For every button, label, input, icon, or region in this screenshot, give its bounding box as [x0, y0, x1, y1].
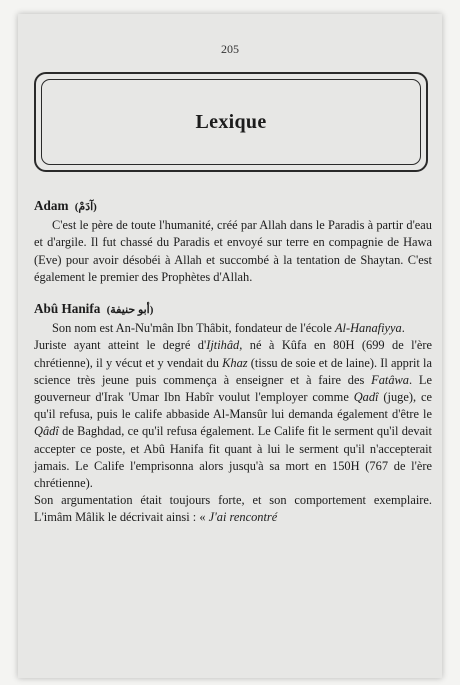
- italic-term: Ijtihâd: [206, 338, 240, 353]
- lexicon-content: [34, 197, 432, 541]
- term-arabic: (آدَمْ): [74, 201, 97, 213]
- entry-paragraph-2: [34, 337, 432, 492]
- entry-adam: [34, 197, 432, 286]
- term-arabic: (أبو حنيفة): [106, 304, 154, 317]
- entry-paragraph-3: [34, 492, 432, 526]
- italic-term: Qadî: [353, 390, 379, 405]
- entry-definition: C'est le père de toute l'humanité, créé par Allah dans le Paradis à partir d'eau et d'argile. Il fut chassé du Paradis et envoyé sur terre en compagnie de Hawa (Eve) pour avoir désobéi à Allah et succombé à la tentation de Shaytan. C'est également le premier des Prophètes d'Allah.: [34, 218, 432, 284]
- entry-paragraph-1: [34, 320, 432, 337]
- text-run: .: [401, 321, 405, 336]
- entry-term: [34, 197, 432, 216]
- italic-quote: J'ai rencontré: [208, 510, 278, 525]
- entry-abu-hanifa: [34, 300, 432, 527]
- italic-term: Al-Hanafiyya: [334, 321, 402, 336]
- italic-term: Qâdî: [34, 424, 59, 439]
- book-page: [18, 14, 442, 678]
- text-run: de Baghdad, ce qu'il refusa également. Le Calife fit le serment qu'il devait accepter ce poste, et Abû Hanifa fit quant à lui le serment qu'il n'accepterait jamais. Le Calife l'emprisonna alors jusqu'à sa mort en 150H (767 de l'ère chrétienne).: [34, 424, 432, 491]
- page-title: Lexique: [195, 110, 267, 133]
- page-number: 205: [221, 42, 239, 56]
- italic-term: Khaz: [222, 355, 248, 370]
- italic-term: Fatâwa: [371, 372, 410, 387]
- title-frame: [34, 72, 428, 172]
- text-run: Son argumentation était toujours forte, et son comportement exemplaire. L'imâm Mâlik le décrivait ainsi : «: [34, 493, 432, 525]
- text-run: . Le gouverneur d'Irak 'Umar Ibn Habîr voulut l'employer comme: [34, 372, 433, 405]
- text-run: , né à Kûfa en 80H (699 de l'ère chrétienne), il y vécut et y vendait du: [34, 338, 432, 370]
- term-name: Adam: [34, 198, 69, 213]
- text-run: Son nom est An-Nu'mân Ibn Thâbit, fondateur de l'école: [52, 321, 335, 336]
- text-run: Juriste ayant atteint le degré d': [34, 338, 207, 353]
- entry-term: [34, 300, 432, 319]
- text-run: (tissu de soie et de laine). Il apprit la science très jeune puis commença à enseigner et à faire des: [34, 355, 432, 387]
- term-name: Abû Hanifa: [34, 301, 101, 317]
- text-run: (juge), ce qu'il refusa, puis le calife abbaside Al-Mansûr lui demanda également d'être le: [34, 390, 432, 422]
- title-frame-inner: [41, 79, 421, 165]
